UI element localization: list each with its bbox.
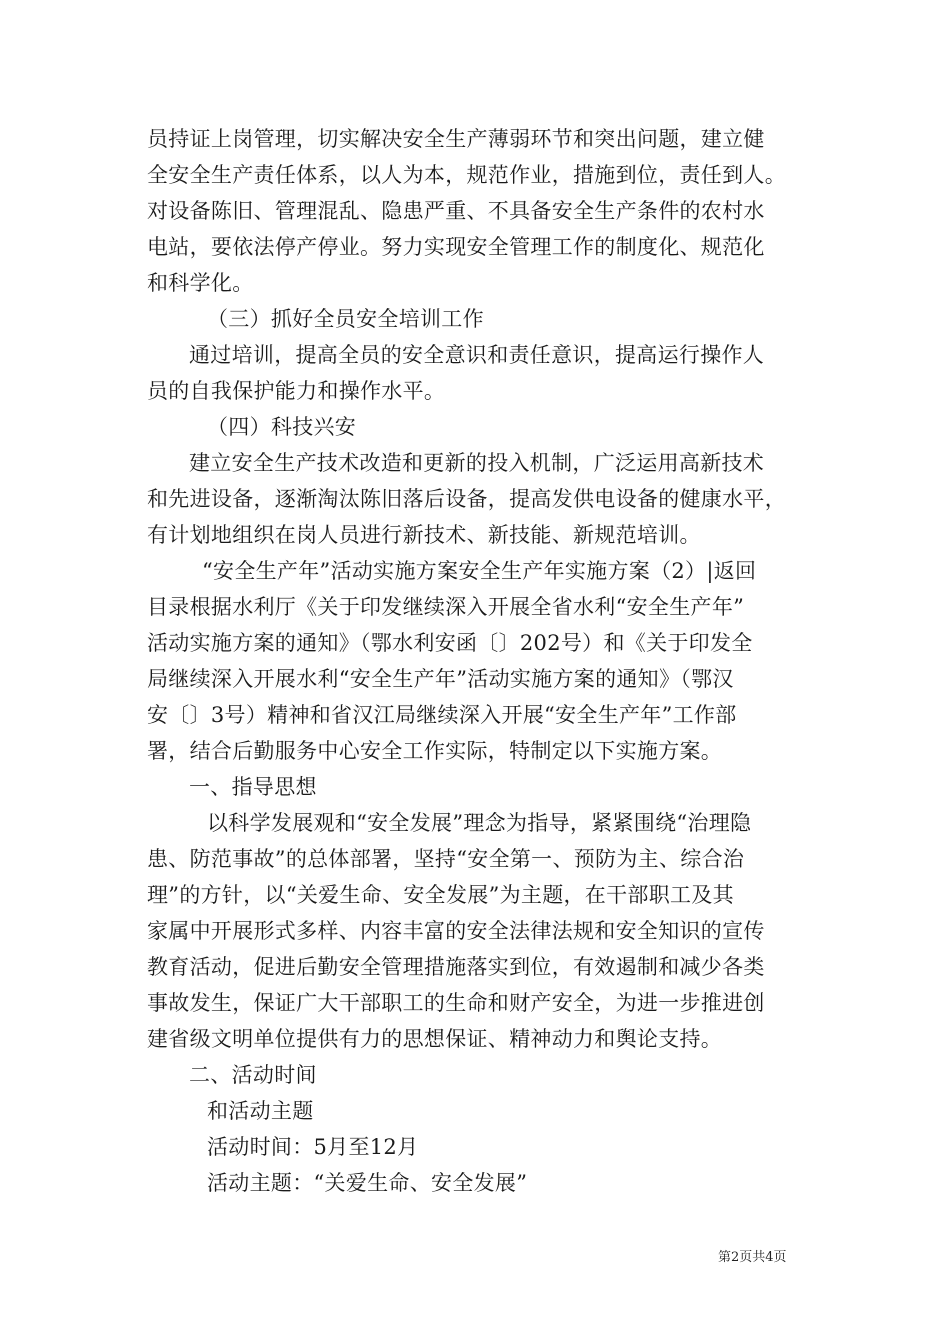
body-line: 有计划地组织在岗人员进行新技术、新技能、新规范培训。 — [147, 523, 701, 547]
body-line: 和先进设备，逐渐淘汰陈旧落后设备，提高发供电设备的健康水平， — [147, 487, 786, 511]
body-line: 员的自我保护能力和操作水平。 — [147, 379, 446, 403]
body-line: 教育活动，促进后勤安全管理措施落实到位，有效遏制和减少各类 — [147, 955, 765, 979]
body-line: 建省级文明单位提供有力的思想保证、精神动力和舆论支持。 — [147, 1027, 723, 1051]
document-body — [147, 121, 807, 1201]
paragraph-start: 通过培训，提高全员的安全意识和责任意识，提高运行操作人 — [189, 343, 765, 367]
body-line: 电站，要依法停产停业。努力实现安全管理工作的制度化、规范化 — [147, 235, 765, 259]
section-heading-guiding-thought: 一、指导思想 — [189, 775, 317, 799]
body-line: 活动实施方案的通知》（鄂水利安函〔〕202号）和《关于印发全 — [147, 631, 753, 655]
section-heading-activity-time: 二、活动时间 — [189, 1063, 317, 1087]
body-line: 目录根据水利厅《关于印发继续深入开展全省水利“安全生产年” — [147, 595, 745, 619]
body-line: 局继续深入开展水利“安全生产年”活动实施方案的通知》（鄂汉 — [147, 667, 734, 691]
paragraph-start: “安全生产年”活动实施方案安全生产年实施方案（2）|返回 — [202, 559, 757, 583]
body-line: 对设备陈旧、管理混乱、隐患严重、不具备安全生产条件的农村水 — [147, 199, 765, 223]
body-line: 和活动主题 — [207, 1099, 314, 1123]
body-line: 理”的方针，以“关爱生命、安全发展”为主题，在干部职工及其 — [147, 883, 734, 907]
body-line: 患、防范事故”的总体部署，坚持“安全第一、预防为主、综合治 — [147, 847, 745, 871]
body-line: 员持证上岗管理，切实解决安全生产薄弱环节和突出问题，建立健 — [147, 127, 765, 151]
body-line: 安〔〕3号）精神和省汉江局继续深入开展“安全生产年”工作部 — [147, 703, 737, 727]
body-line: 全安全生产责任体系，以人为本，规范作业，措施到位，责任到人。 — [147, 163, 786, 187]
activity-theme-line: 活动主题：“关爱生命、安全发展” — [207, 1171, 528, 1195]
body-line: 署，结合后勤服务中心安全工作实际，特制定以下实施方案。 — [147, 739, 723, 763]
paragraph-start: 建立安全生产技术改造和更新的投入机制，广泛运用高新技术 — [189, 451, 765, 475]
activity-time-line: 活动时间：5月至12月 — [207, 1135, 419, 1159]
section-heading-technology: （四）科技兴安 — [207, 415, 357, 439]
body-line: 事故发生，保证广大干部职工的生命和财产安全，为进一步推进创 — [147, 991, 765, 1015]
page-number: 第2页共4页 — [718, 1250, 787, 1265]
body-line: 和科学化。 — [147, 271, 254, 295]
body-line: 家属中开展形式多样、内容丰富的安全法律法规和安全知识的宣传 — [147, 919, 765, 943]
section-heading-training: （三）抓好全员安全培训工作 — [207, 307, 484, 331]
paragraph-start: 以科学发展观和“安全发展”理念为指导，紧紧围绕“治理隐 — [207, 811, 752, 835]
